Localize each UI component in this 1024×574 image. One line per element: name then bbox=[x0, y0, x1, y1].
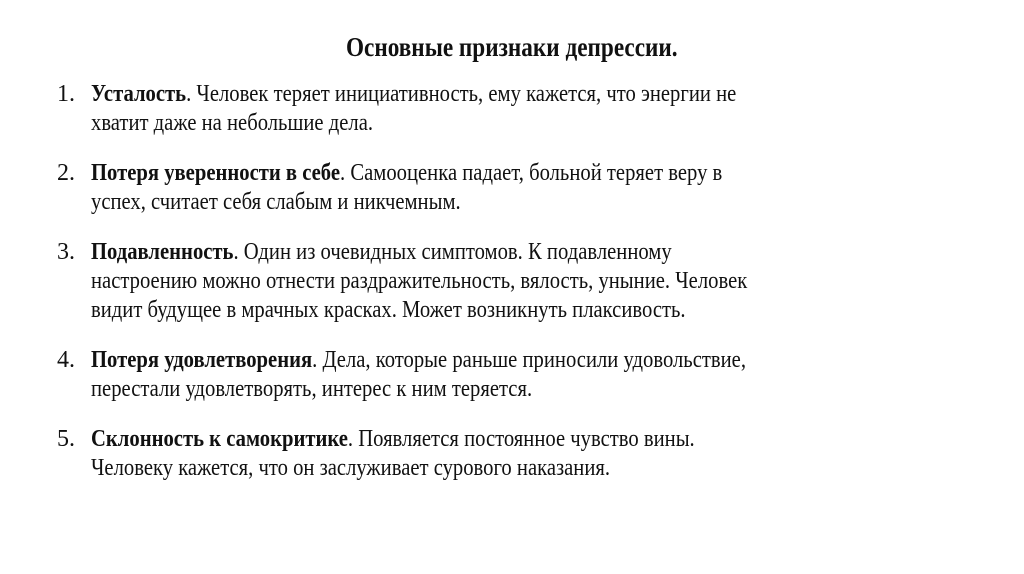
item-line: успех, считает себя слабым и никчемным. bbox=[91, 189, 461, 215]
item-term: Склонность к самокритике bbox=[91, 426, 348, 452]
item-line: хватит даже на небольшие дела. bbox=[91, 110, 374, 136]
item-line: настроению можно отнести раздражительность, вялость, уныние. Человек bbox=[91, 268, 748, 294]
symptoms-list bbox=[57, 80, 854, 504]
list-item bbox=[57, 346, 854, 404]
item-line: видит будущее в мрачных красках. Может возникнуть плаксивость. bbox=[91, 297, 686, 323]
item-text: . Дела, которые раньше приносили удовольствие, bbox=[312, 347, 747, 373]
item-text: . Человек теряет инициативность, ему кажется, что энергии не bbox=[186, 81, 737, 107]
item-line: перестали удовлетворять, интерес к ним теряется. bbox=[91, 376, 533, 402]
list-item bbox=[57, 80, 854, 138]
item-term: Потеря удовлетворения bbox=[91, 347, 313, 373]
item-line bbox=[91, 425, 747, 454]
list-item bbox=[57, 159, 854, 217]
item-line bbox=[91, 159, 747, 188]
item-number: 3. bbox=[57, 239, 75, 265]
item-number: 2. bbox=[57, 160, 75, 186]
item-line bbox=[91, 346, 747, 375]
item-line: Человеку кажется, что он заслуживает сурового наказания. bbox=[91, 455, 611, 481]
item-number: 4. bbox=[57, 347, 75, 373]
slide-title bbox=[0, 32, 1024, 63]
item-term: Подавленность bbox=[91, 239, 234, 265]
item-number: 5. bbox=[57, 426, 75, 452]
list-item bbox=[57, 425, 854, 483]
item-term: Потеря уверенности в себе bbox=[91, 160, 341, 186]
item-line bbox=[91, 238, 747, 267]
item-text: . Появляется постоянное чувство вины. bbox=[347, 426, 695, 452]
item-number: 1. bbox=[57, 81, 75, 107]
list-item bbox=[57, 238, 854, 325]
slide-title-text: Основные признаки депрессии. bbox=[346, 32, 678, 62]
item-text: . Самооценка падает, больной теряет веру в bbox=[340, 160, 723, 186]
item-term: Усталость bbox=[91, 81, 187, 107]
item-line bbox=[91, 80, 747, 109]
item-text: . Один из очевидных симптомов. К подавленному bbox=[233, 239, 672, 265]
